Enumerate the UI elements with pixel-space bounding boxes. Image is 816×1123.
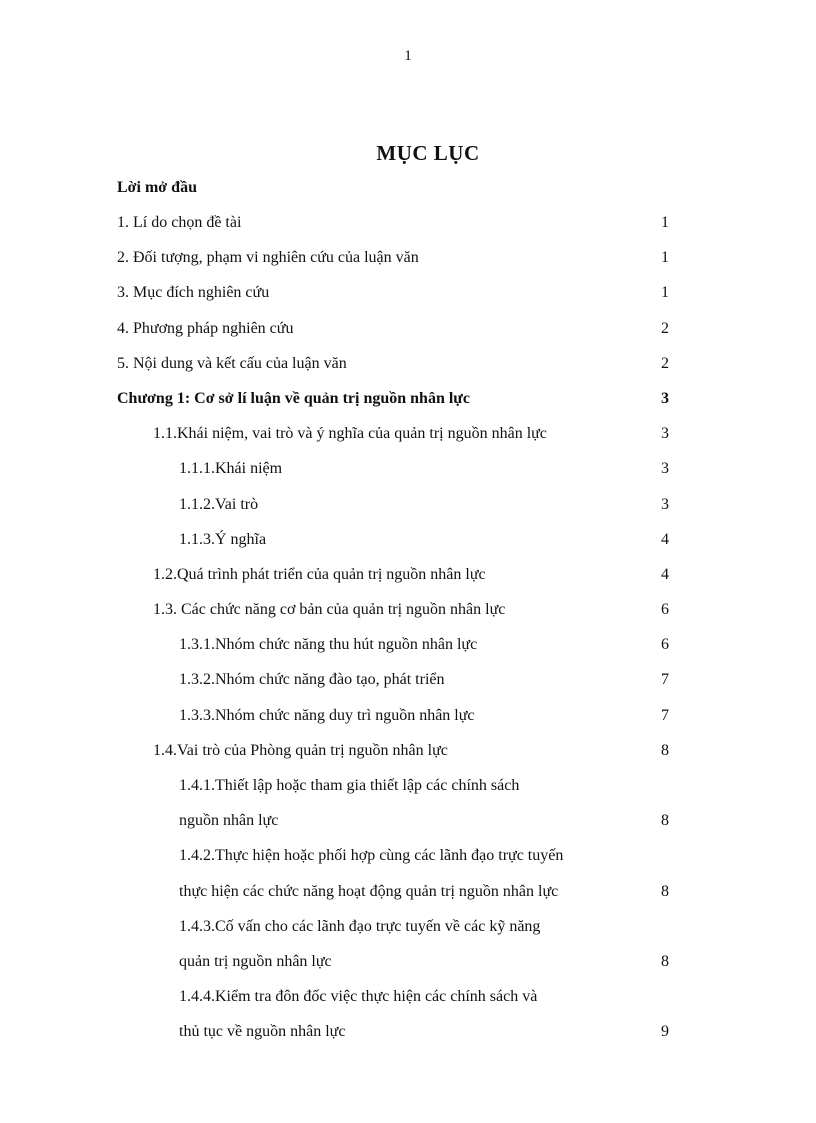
toc-heading: Lời mở đầu <box>117 179 197 196</box>
toc-entry-text: 3. Mục đích nghiên cứu <box>117 284 270 302</box>
page-number: 1 <box>404 48 412 64</box>
toc-entry-text: 1.4.1.Thiết lập hoặc tham gia thiết lập các chính sách <box>179 777 520 794</box>
toc-entry-page: 3 <box>661 460 669 478</box>
toc-entry-page: 8 <box>661 952 669 970</box>
toc-entry-continuation[interactable] <box>0 1014 816 1049</box>
toc-entry[interactable] <box>0 698 816 733</box>
toc-entry-text: 1.4.Vai trò của Phòng quản trị nguồn nhân lực <box>153 741 448 759</box>
toc-entry-page: 2 <box>661 354 669 372</box>
toc-entry-page: 3 <box>661 425 669 443</box>
toc-entry-page: 9 <box>661 1023 669 1041</box>
toc-entry-text: 1.3. Các chức năng cơ bản của quản trị nguồn nhân lực <box>153 601 506 619</box>
toc-entry[interactable] <box>0 346 816 381</box>
toc-entry-text: Chương 1: Cơ sở lí luận về quản trị nguồn nhân lực <box>117 389 470 407</box>
toc-entry-text: 2. Đối tượng, phạm vi nghiên cứu của luận văn <box>117 249 419 267</box>
toc-entry-page: 1 <box>661 249 669 267</box>
toc-entry-page: 7 <box>661 706 669 724</box>
toc-entry-text: 4. Phương pháp nghiên cứu <box>117 319 294 337</box>
page-title: MỤC LỤC <box>376 141 480 165</box>
toc-entry-text: 1.1.2.Vai trò <box>179 495 259 513</box>
toc-entry[interactable] <box>0 205 816 240</box>
table-of-contents <box>0 205 816 1050</box>
toc-entry-continuation[interactable] <box>0 874 816 909</box>
toc-entry-page: 8 <box>661 741 669 759</box>
toc-entry-text: 1.1.1.Khái niệm <box>179 460 283 478</box>
toc-entry-continuation[interactable] <box>0 803 816 838</box>
toc-entry-text: 1.3.2.Nhóm chức năng đào tạo, phát triển <box>179 671 445 689</box>
toc-entry-page: 4 <box>661 530 669 548</box>
toc-entry-text: 1.4.2.Thực hiện hoặc phối hợp cùng các lãnh đạo trực tuyến <box>179 847 564 865</box>
toc-entry[interactable] <box>0 557 816 592</box>
toc-entry[interactable] <box>0 768 816 803</box>
toc-entry-page: 2 <box>661 319 669 337</box>
toc-entry-text: 1.4.3.Cố vấn cho các lãnh đạo trực tuyến về các kỹ năng <box>179 917 541 935</box>
toc-entry-page: 7 <box>661 671 669 689</box>
toc-entry-text: thực hiện các chức năng hoạt động quản trị nguồn nhân lực <box>179 882 559 900</box>
toc-entry[interactable] <box>0 240 816 275</box>
toc-entry-text: 1.1.3.Ý nghĩa <box>179 530 267 548</box>
toc-entry-page: 3 <box>661 495 669 513</box>
toc-entry-continuation[interactable] <box>0 944 816 979</box>
toc-entry[interactable] <box>0 487 816 522</box>
toc-entry-text: 1.1.Khái niệm, vai trò và ý nghĩa của quản trị nguồn nhân lực <box>153 425 547 443</box>
toc-entry-text: thủ tục về nguồn nhân lực <box>179 1023 346 1041</box>
toc-entry-text: 1.3.3.Nhóm chức năng duy trì nguồn nhân lực <box>179 706 475 724</box>
toc-entry[interactable] <box>0 979 816 1014</box>
toc-entry-page: 8 <box>661 882 669 900</box>
toc-entry-page: 6 <box>661 636 669 654</box>
toc-entry[interactable] <box>0 275 816 310</box>
toc-entry-text: 1. Lí do chọn đề tài <box>117 214 242 231</box>
toc-entry-page: 8 <box>661 812 669 830</box>
toc-entry[interactable] <box>0 627 816 662</box>
toc-entry-page: 3 <box>661 389 669 407</box>
toc-entry-text: nguồn nhân lực <box>179 812 279 830</box>
toc-entry[interactable] <box>0 733 816 768</box>
toc-entry[interactable] <box>0 662 816 697</box>
toc-entry-page: 4 <box>661 565 669 583</box>
toc-entry[interactable] <box>0 592 816 627</box>
toc-entry-text: 1.2.Quá trình phát triển của quản trị nguồn nhân lực <box>153 565 486 583</box>
toc-entry[interactable] <box>0 311 816 346</box>
toc-entry-page: 1 <box>661 284 669 302</box>
toc-chapter-entry[interactable] <box>0 381 816 416</box>
toc-entry-page: 1 <box>661 214 669 231</box>
toc-entry[interactable] <box>0 451 816 486</box>
toc-entry[interactable] <box>0 909 816 944</box>
toc-entry[interactable] <box>0 416 816 451</box>
toc-entry-text: 1.4.4.Kiểm tra đôn đốc việc thực hiện các chính sách và <box>179 988 538 1006</box>
toc-entry-text: quản trị nguồn nhân lực <box>179 952 332 970</box>
toc-entry[interactable] <box>0 522 816 557</box>
toc-entry-text: 5. Nội dung và kết cấu của luận văn <box>117 354 347 372</box>
toc-entry[interactable] <box>0 838 816 873</box>
toc-entry-page: 6 <box>661 601 669 619</box>
toc-entry-text: 1.3.1.Nhóm chức năng thu hút nguồn nhân lực <box>179 636 478 654</box>
